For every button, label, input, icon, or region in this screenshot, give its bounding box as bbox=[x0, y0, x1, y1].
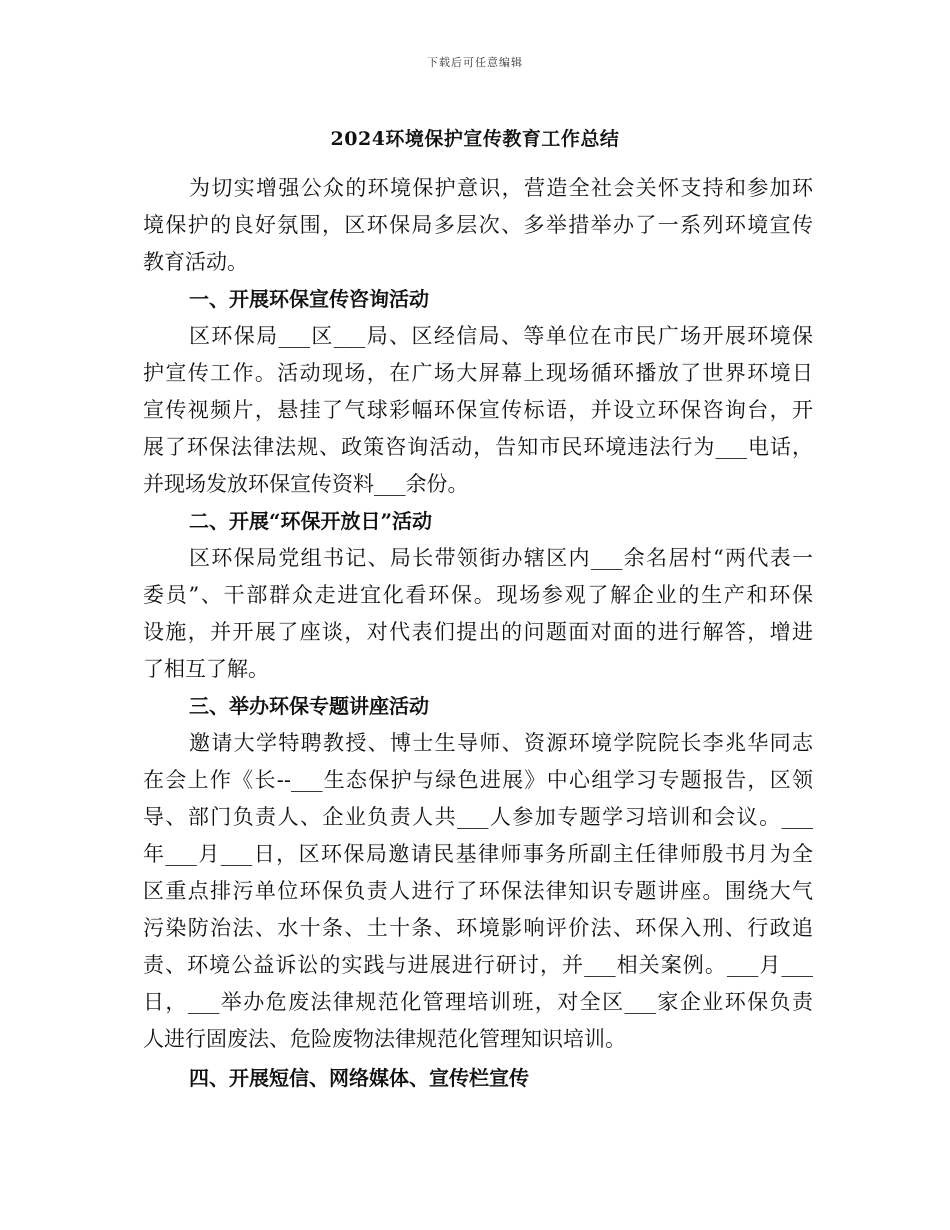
paragraph-line: 展了环保法律法规、政策咨询活动，告知市民环境违法行为___电话， bbox=[143, 435, 813, 459]
paragraph-line: 区环保局___区___局、区经信局、等单位在市民广场开展环境保 bbox=[189, 324, 813, 348]
paragraph-line: 责、环境公益诉讼的实践与进展进行研讨，并___相关案例。___月___ bbox=[143, 953, 813, 977]
section-heading: 三、举办环保专题讲座活动 bbox=[189, 694, 429, 718]
paragraph-line: 并现场发放环保宣传资料___余份。 bbox=[143, 472, 469, 496]
paragraph-line: 污染防治法、水十条、土十条、环境影响评价法、环保入刑、行政追 bbox=[143, 916, 813, 940]
paragraph-line: 年___月___日，区环保局邀请民基律师事务所副主任律师殷书月为全 bbox=[143, 842, 813, 866]
paragraph-line: 人进行固废法、危险废物法律规范化管理知识培训。 bbox=[143, 1027, 626, 1051]
paragraph-line: 在会上作《长--___生态保护与绿色进展》中心组学习专题报告，区领 bbox=[143, 768, 813, 792]
header-note: 下载后可任意编辑 bbox=[427, 56, 523, 69]
paragraph-line: 区环保局党组书记、局长带领街办辖区内___余名居村“两代表一 bbox=[189, 546, 813, 570]
section-heading: 二、开展“环保开放日”活动 bbox=[189, 509, 433, 533]
paragraph-line: 宣传视频片，悬挂了气球彩幅环保宣传标语，并设立环保咨询台，开 bbox=[143, 398, 813, 422]
document-title: 2024环境保护宣传教育工作总结 bbox=[330, 128, 620, 150]
paragraph-line: 设施，并开展了座谈，对代表们提出的问题面对面的进行解答，增进 bbox=[143, 620, 813, 644]
paragraph-line: 日，___举办危废法律规范化管理培训班，对全区___家企业环保负责 bbox=[143, 990, 813, 1014]
paragraph-line: 委员”、干部群众走进宜化看环保。现场参观了解企业的生产和环保 bbox=[143, 583, 813, 607]
intro-line: 为切实增强公众的环境保护意识，营造全社会关怀支持和参加环 bbox=[189, 176, 813, 200]
paragraph-line: 区重点排污单位环保负责人进行了环保法律知识专题讲座。围绕大气 bbox=[143, 879, 813, 903]
intro-line: 教育活动。 bbox=[143, 250, 248, 274]
section-heading: 一、开展环保宣传咨询活动 bbox=[189, 287, 429, 311]
paragraph-line: 了相互了解。 bbox=[143, 657, 269, 681]
paragraph-line: 护宣传工作。活动现场，在广场大屏幕上现场循环播放了世界环境日 bbox=[143, 361, 813, 385]
paragraph-line: 邀请大学特聘教授、博士生导师、资源环境学院院长李兆华同志 bbox=[189, 731, 813, 755]
section-heading: 四、开展短信、网络媒体、宣传栏宣传 bbox=[189, 1066, 529, 1090]
intro-line: 境保护的良好氛围，区环保局多层次、多举措举办了一系列环境宣传 bbox=[143, 213, 813, 237]
paragraph-line: 导、部门负责人、企业负责人共___人参加专题学习培训和会议。___ bbox=[143, 805, 813, 829]
